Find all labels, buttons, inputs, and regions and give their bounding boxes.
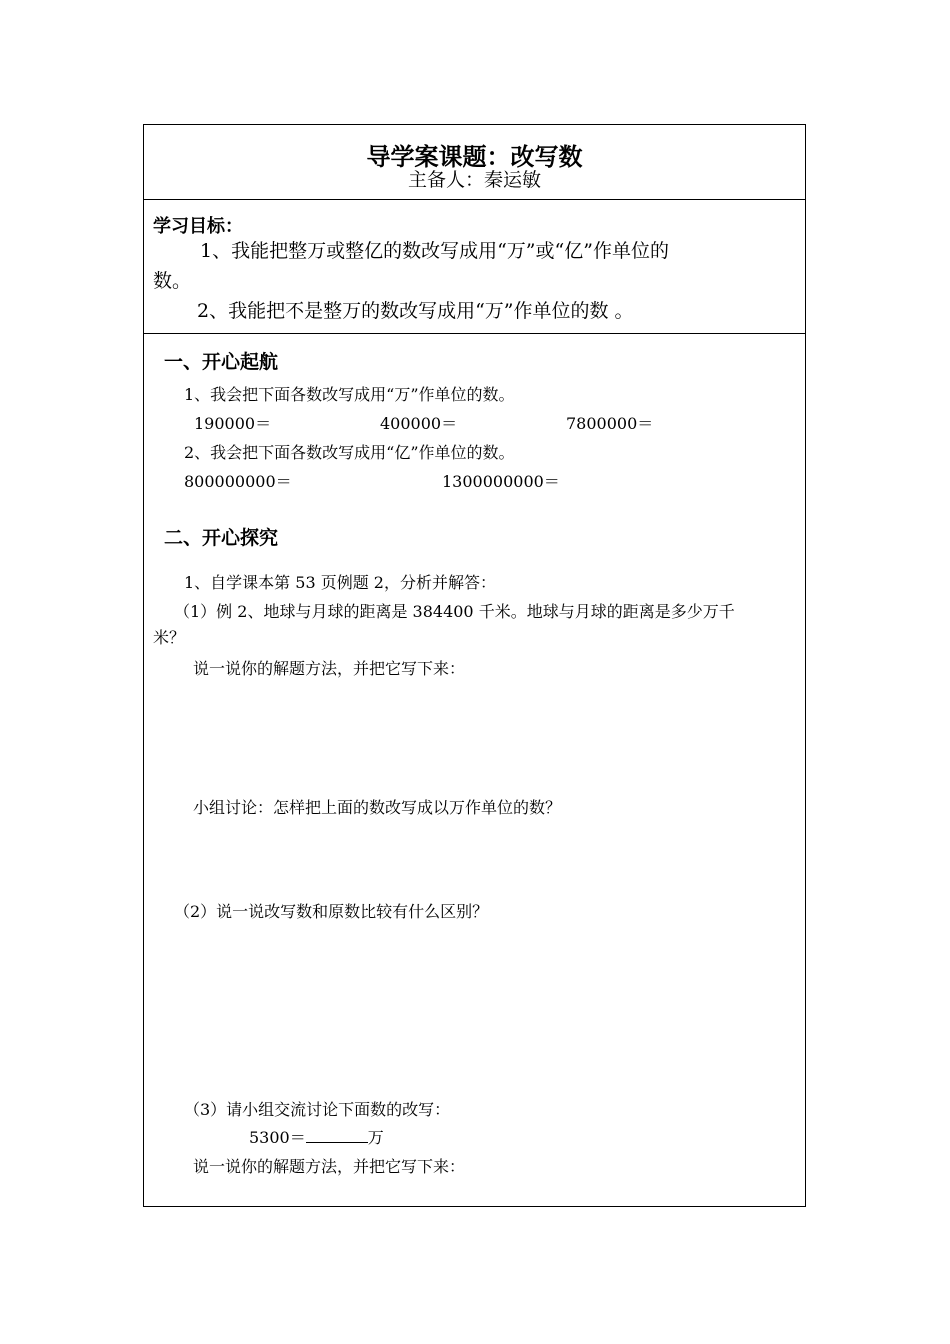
example-3: （3）请小组交流讨论下面数的改写：	[184, 1100, 451, 1119]
goals-heading: 学习目标：	[153, 216, 243, 237]
worksheet-table	[143, 124, 806, 1207]
section-1-question-2: 2、我会把下面各数改写成用“亿”作单位的数。	[184, 443, 515, 462]
author-line: 主备人：秦运敏	[407, 169, 541, 191]
example-1-line-2: 米？	[153, 628, 186, 647]
example-3-expression	[249, 1125, 384, 1148]
q1-item-3: 7800000＝	[566, 414, 654, 433]
expression-unit: 万	[367, 1128, 384, 1147]
expression-text: 5300＝	[249, 1128, 306, 1147]
goal-1-line-2: 数。	[153, 270, 192, 292]
section-1-question-1: 1、我会把下面各数改写成用“万”作单位的数。	[184, 385, 515, 404]
content-row	[144, 333, 805, 1208]
answer-blank[interactable]	[306, 1128, 368, 1143]
section-1-heading: 一、开心起航	[164, 351, 279, 373]
example-2: （2）说一说改写数和原数比较有什么区别？	[174, 902, 489, 921]
q2-item-2: 1300000000＝	[442, 472, 560, 491]
method-prompt-2: 说一说你的解题方法，并把它写下来：	[193, 1157, 466, 1176]
header-row	[144, 125, 805, 199]
group-discussion: 小组讨论：怎样把上面的数改写成以万作单位的数？	[193, 798, 562, 817]
q1-item-2: 400000＝	[380, 414, 458, 433]
q1-item-1: 190000＝	[194, 414, 272, 433]
section-2-intro: 1、自学课本第 53 页例题 2，分析并解答：	[184, 573, 496, 592]
page-title: 导学案课题：改写数	[366, 143, 583, 171]
goals-row	[144, 199, 805, 333]
goal-1-line-1: 1、我能把整万或整亿的数改写成用“万”或“亿”作单位的	[200, 240, 669, 262]
section-2-heading: 二、开心探究	[164, 527, 279, 549]
example-1-line-1: （1）例 2、地球与月球的距离是 384400 千米。地球与月球的距离是多少万千	[174, 602, 735, 621]
method-prompt-1: 说一说你的解题方法，并把它写下来：	[193, 659, 466, 678]
q2-item-1: 800000000＝	[184, 472, 292, 491]
goal-2: 2、我能把不是整万的数改写成用“万”作单位的数 。	[197, 300, 634, 322]
